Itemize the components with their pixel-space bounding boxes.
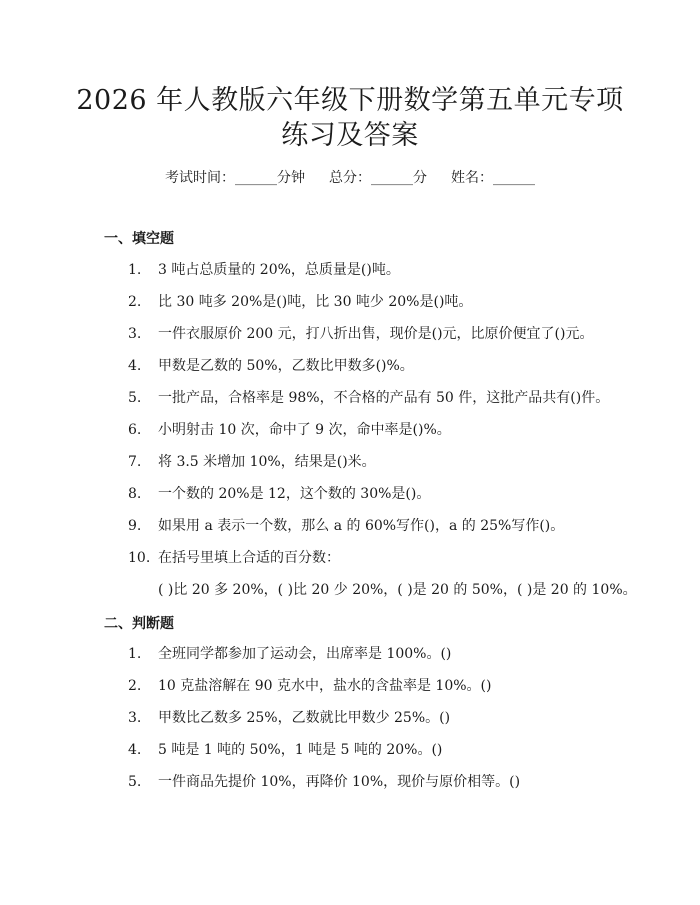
question-text: 一个数的 20%是 12，这个数的 30%是()。 (158, 486, 431, 502)
question-item (128, 484, 430, 504)
question-item (128, 516, 564, 536)
question-number: 1. (128, 262, 142, 278)
question-item (128, 292, 472, 312)
question-item (128, 548, 340, 568)
question-item (128, 420, 451, 440)
question-text: 5 吨是 1 吨的 50%，1 吨是 5 吨的 20%。() (158, 742, 443, 758)
question-number: 3. (128, 710, 142, 726)
question-item (128, 772, 520, 792)
question-text: 比 30 吨多 20%是()吨，比 30 吨少 20%是()吨。 (158, 294, 473, 310)
question-number: 5. (128, 774, 142, 790)
question-number: 2. (128, 294, 142, 310)
question-number: 2. (128, 678, 142, 694)
exam-time: 考试时间：______分钟 (165, 170, 305, 186)
question-item (128, 676, 491, 696)
question-item (128, 356, 414, 376)
question-text: 将 3.5 米增加 10%，结果是()米。 (158, 454, 376, 470)
document-title-line2: 练习及答案 (281, 120, 419, 151)
question-number: 4. (128, 358, 142, 374)
exam-info (0, 168, 700, 188)
question-item (128, 708, 450, 728)
question-text: 如果用 a 表示一个数，那么 a 的 60%写作()，a 的 25%写作()。 (158, 518, 565, 534)
question-item (128, 452, 376, 472)
question-text: 一件商品先提价 10%，再降价 10%，现价与原价相等。() (158, 774, 521, 790)
question-number: 5. (128, 390, 142, 406)
question-text: 甲数是乙数的 50%，乙数比甲数多()%。 (158, 358, 414, 374)
question-number: 6. (128, 422, 142, 438)
question-number: 9. (128, 518, 142, 534)
question-text: 3 吨占总质量的 20%，总质量是()吨。 (158, 262, 400, 278)
question-number: 7. (128, 454, 142, 470)
question-text: 全班同学都参加了运动会，出席率是 100%。() (158, 646, 452, 662)
question-number: 1. (128, 646, 142, 662)
question-text: 一件衣服原价 200 元，打八折出售，现价是()元，比原价便宜了()元。 (158, 326, 594, 342)
question-text: 小明射击 10 次，命中了 9 次，命中率是()%。 (158, 422, 451, 438)
question-number: 10. (128, 550, 151, 566)
section-heading-fill-blank: 一、填空题 (104, 231, 174, 247)
question-text: 在括号里填上合适的百分数： (158, 550, 340, 566)
exam-score: 总分：______分 (329, 170, 427, 186)
section-heading-true-false: 二、判断题 (104, 616, 174, 632)
question-item (128, 740, 442, 760)
student-name: 姓名：______ (451, 170, 535, 186)
question-item (128, 324, 593, 344)
question-item (128, 644, 451, 664)
question-item (128, 388, 609, 408)
question-text: 10 克盐溶解在 90 克水中，盐水的含盐率是 10%。() (158, 678, 492, 694)
question-number: 3. (128, 326, 142, 342)
question-text: 甲数比乙数多 25%，乙数就比甲数少 25%。() (158, 710, 451, 726)
question-10-subline: ( )比 20 多 20%，( )比 20 少 20%，( )是 20 的 50%，( )是 20 的 10%。 (158, 582, 637, 598)
question-number: 4. (128, 742, 142, 758)
question-number: 8. (128, 486, 142, 502)
question-text: 一批产品，合格率是 98%，不合格的产品有 50 件，这批产品共有()件。 (158, 390, 610, 406)
question-item (128, 260, 400, 280)
document-title-line1: 2026 年人教版六年级下册数学第五单元专项 (76, 85, 624, 116)
